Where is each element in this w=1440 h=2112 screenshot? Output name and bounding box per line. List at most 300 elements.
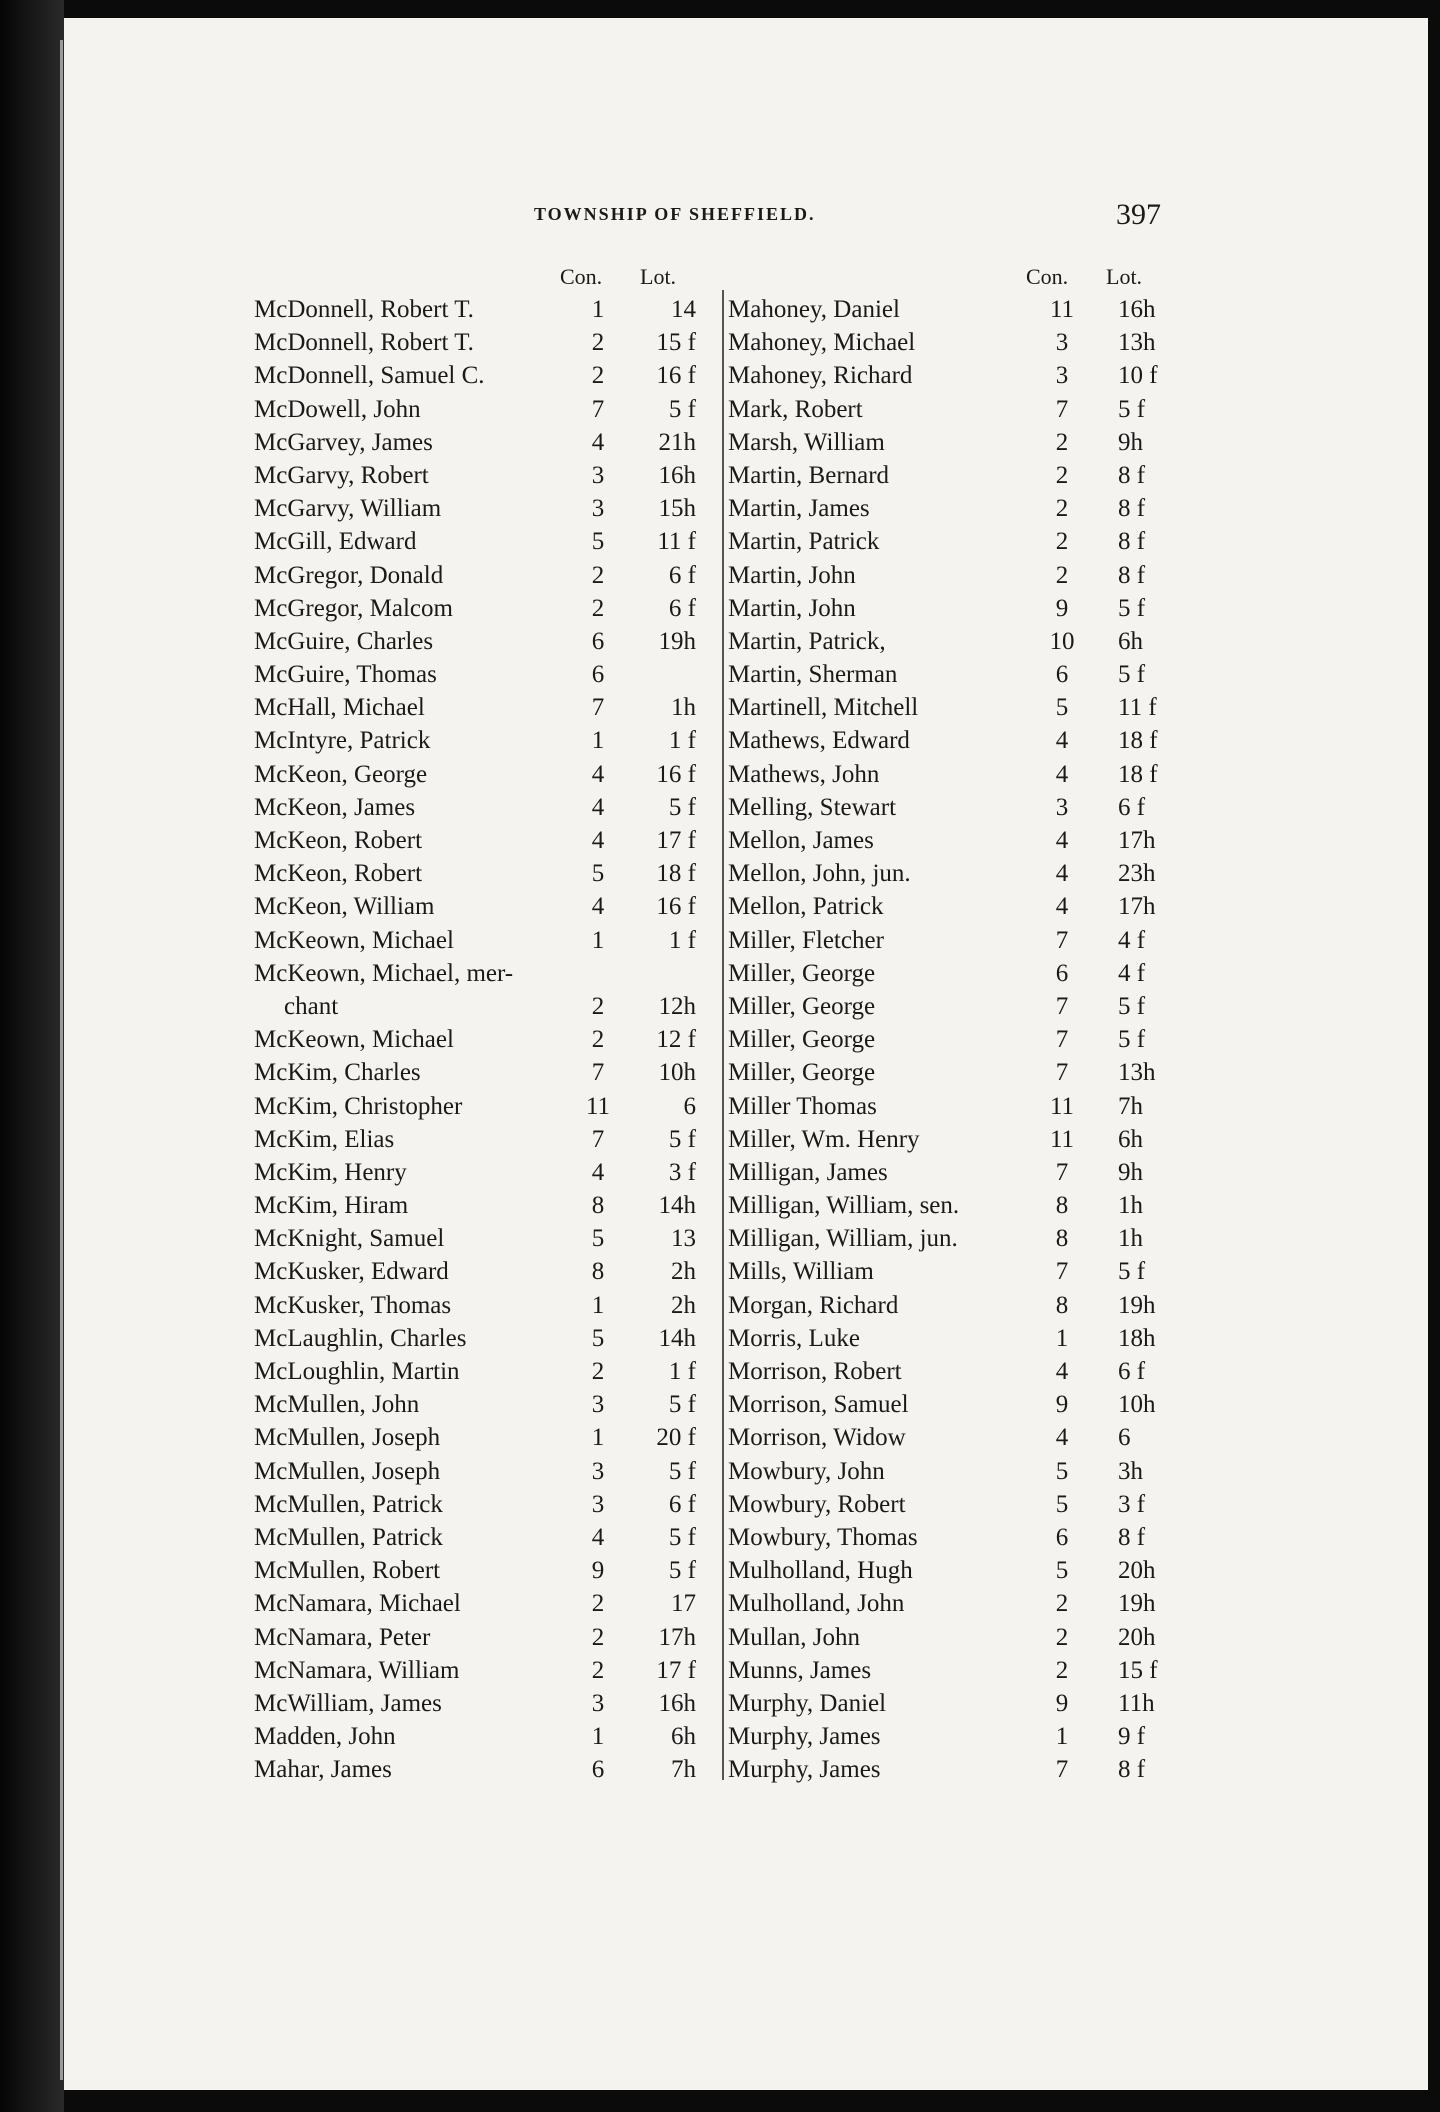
owner-name: chant <box>284 992 339 1020</box>
lot-value: 21h <box>658 428 696 456</box>
list-item <box>0 990 1440 1023</box>
owner-name: McGregor, Donald <box>254 561 444 589</box>
owner-name: Miller Thomas <box>728 1092 877 1120</box>
lot-value: 18 f <box>656 860 696 888</box>
owner-name: Martinell, Mitchell <box>728 694 919 722</box>
concession-value: 5 <box>1055 1490 1069 1518</box>
owner-name: Martin, Patrick, <box>728 627 886 655</box>
lot-value: 14h <box>658 1324 696 1352</box>
concession-value: 9 <box>1055 1391 1069 1419</box>
lot-value: 18 f <box>1118 760 1158 788</box>
lot-value: 8 f <box>1118 1756 1146 1784</box>
lot-value: 6h <box>1118 1125 1143 1153</box>
list-item <box>0 1222 1440 1255</box>
owner-name: Murphy, James <box>728 1756 881 1784</box>
owner-name: Munns, James <box>728 1656 872 1684</box>
lot-value: 6h <box>671 1723 696 1751</box>
page-number: 397 <box>1116 198 1161 231</box>
concession-value: 2 <box>1055 428 1069 456</box>
owner-name: Mahar, James <box>254 1756 392 1784</box>
lot-value: 17h <box>1118 827 1156 854</box>
lot-value: 19h <box>1118 1291 1156 1319</box>
concession-value: 7 <box>591 694 605 722</box>
owner-name: McKim, Hiram <box>254 1192 409 1220</box>
owner-name: McKim, Henry <box>254 1158 407 1186</box>
owner-name: McGarvy, William <box>254 495 442 523</box>
owner-name: Mark, Robert <box>728 395 863 423</box>
concession-value: 11 <box>1049 296 1075 323</box>
concession-value: 2 <box>1055 461 1069 489</box>
lot-header-right: Lot. <box>1106 264 1143 289</box>
owner-name: Mellon, James <box>728 827 874 854</box>
lot-value: 10 f <box>1118 362 1158 390</box>
lot-value: 9h <box>1118 428 1143 456</box>
owner-name: McGarvey, James <box>254 428 433 456</box>
lot-value: 2h <box>671 1258 696 1286</box>
lot-value: 5 f <box>668 1523 696 1551</box>
owner-name: Martin, John <box>728 594 856 622</box>
list-item <box>0 559 1440 592</box>
concession-value: 3 <box>591 1457 605 1485</box>
list-item <box>0 1156 1440 1189</box>
list-item <box>0 1455 1440 1488</box>
lot-value: 12 f <box>656 1026 696 1054</box>
concession-value: 6 <box>591 1756 605 1784</box>
lot-value: 23h <box>1118 860 1156 888</box>
concession-value: 4 <box>591 893 605 921</box>
owner-name: Mahoney, Michael <box>728 329 916 357</box>
concession-value: 8 <box>591 1258 605 1286</box>
concession-value: 2 <box>1055 495 1069 523</box>
list-item <box>0 592 1440 625</box>
concession-value: 4 <box>1055 1424 1069 1452</box>
lot-value: 6 f <box>668 594 696 622</box>
concession-value: 7 <box>591 395 605 423</box>
concession-value: 8 <box>591 1192 605 1220</box>
owner-name: McMullen, Joseph <box>254 1457 441 1485</box>
owner-name: Martin, John <box>728 561 856 589</box>
lot-value: 8 f <box>1118 561 1146 589</box>
lot-value: 1 f <box>668 727 696 755</box>
lot-value: 6 f <box>1118 793 1146 821</box>
concession-value: 2 <box>591 594 605 622</box>
lot-value: 14 <box>671 296 696 323</box>
owner-name: Mellon, John, jun. <box>728 860 911 888</box>
lot-value: 18h <box>1118 1324 1156 1352</box>
lot-value: 11h <box>1118 1689 1155 1717</box>
concession-value: 3 <box>1055 793 1069 821</box>
lot-value: 2h <box>671 1291 696 1319</box>
list-item <box>0 459 1440 492</box>
concession-value: 5 <box>1055 694 1069 722</box>
lot-value: 5 f <box>668 395 696 423</box>
owner-name: Mowbury, Robert <box>728 1490 906 1518</box>
concession-value: 4 <box>591 793 605 821</box>
list-item <box>0 359 1440 392</box>
owner-name: McGill, Edward <box>254 528 417 556</box>
lot-value: 17h <box>658 1623 696 1651</box>
list-item <box>0 1521 1440 1554</box>
lot-value: 9 f <box>1118 1723 1146 1751</box>
concession-value: 2 <box>591 1026 605 1054</box>
list-item <box>0 791 1440 824</box>
owner-name: McKim, Elias <box>254 1125 395 1153</box>
concession-value: 2 <box>591 362 605 390</box>
lot-value: 17 <box>671 1590 696 1618</box>
lot-value: 5 f <box>668 1125 696 1153</box>
concession-value: 1 <box>1055 1324 1069 1352</box>
concession-value: 4 <box>1055 893 1069 921</box>
lot-value: 8 f <box>1118 495 1146 523</box>
lot-value: 7h <box>1118 1092 1143 1120</box>
lot-value: 5 f <box>1118 594 1146 622</box>
concession-value: 2 <box>1055 1590 1069 1618</box>
list-item <box>0 1322 1440 1355</box>
concession-value: 4 <box>1055 860 1069 888</box>
owner-name: Miller, Fletcher <box>728 926 884 954</box>
lot-value: 17h <box>1118 893 1156 921</box>
concession-value: 7 <box>1055 1756 1069 1784</box>
concession-value: 2 <box>591 1656 605 1684</box>
lot-value: 9h <box>1118 1158 1143 1186</box>
concession-value: 4 <box>591 760 605 788</box>
owner-name: Miller, George <box>728 959 876 987</box>
concession-value: 7 <box>1055 1026 1069 1054</box>
concession-value: 9 <box>591 1557 605 1585</box>
concession-value: 11 <box>1049 1092 1075 1120</box>
owner-name: McKeon, James <box>254 793 416 821</box>
lot-value: 20h <box>1118 1623 1156 1651</box>
lot-value: 19h <box>1118 1590 1156 1618</box>
concession-value: 3 <box>591 461 605 489</box>
list-item <box>0 492 1440 525</box>
concession-value: 3 <box>591 1490 605 1518</box>
owner-name: McNamara, Peter <box>254 1623 431 1651</box>
lot-value: 1h <box>1118 1192 1143 1220</box>
owner-name: McGregor, Malcom <box>254 594 453 622</box>
concession-value: 2 <box>1055 561 1069 589</box>
list-item <box>0 1355 1440 1388</box>
lot-value: 3 f <box>1118 1490 1146 1518</box>
lot-value: 8 f <box>1118 1523 1146 1551</box>
concession-value: 4 <box>1055 760 1069 788</box>
list-item <box>0 625 1440 658</box>
owner-name: Marsh, William <box>728 428 885 456</box>
lot-value: 16 f <box>656 760 696 788</box>
concession-value: 2 <box>591 1623 605 1651</box>
concession-value: 3 <box>591 1391 605 1419</box>
owner-name: Martin, Patrick <box>728 528 880 556</box>
column-headers <box>0 264 1440 294</box>
owner-name: McLaughlin, Charles <box>254 1324 467 1352</box>
owner-name: Madden, John <box>254 1723 396 1751</box>
owner-name: McNamara, Michael <box>254 1590 461 1618</box>
owner-name: McKeon, Robert <box>254 827 423 854</box>
lot-value: 8 f <box>1118 528 1146 556</box>
owner-name: Mathews, Edward <box>728 727 910 755</box>
concession-value: 1 <box>591 1424 605 1452</box>
concession-value: 5 <box>591 1225 605 1253</box>
lot-value: 5 f <box>1118 1026 1146 1054</box>
concession-value: 9 <box>1055 1689 1069 1717</box>
lot-value: 3 f <box>668 1158 696 1186</box>
lot-value: 7h <box>671 1756 696 1784</box>
owner-name: McKeown, Michael <box>254 926 454 954</box>
owner-name: Miller, George <box>728 992 876 1020</box>
concession-value: 1 <box>591 727 605 755</box>
lot-value: 1 f <box>668 926 696 954</box>
owner-name: McKeon, Robert <box>254 860 423 888</box>
owner-name: Morgan, Richard <box>728 1291 899 1319</box>
concession-value: 5 <box>1055 1457 1069 1485</box>
owner-name: McDonnell, Samuel C. <box>254 362 485 390</box>
owner-name: McKeown, Michael <box>254 1026 454 1054</box>
concession-value: 1 <box>591 926 605 954</box>
concession-value: 2 <box>591 1590 605 1618</box>
lot-value: 5 f <box>1118 992 1146 1020</box>
concession-value: 1 <box>591 1291 605 1319</box>
page-header <box>0 198 1440 238</box>
lot-value: 15 f <box>656 329 696 357</box>
list-item <box>0 758 1440 791</box>
owner-name: McGuire, Thomas <box>254 661 437 689</box>
list-item <box>0 1687 1440 1720</box>
lot-value: 20h <box>1118 1557 1156 1585</box>
lot-value: 16h <box>1118 296 1156 323</box>
concession-value: 5 <box>591 1324 605 1352</box>
lot-value: 5 f <box>668 1557 696 1585</box>
owner-name: McNamara, William <box>254 1656 460 1684</box>
concession-value: 6 <box>591 627 605 655</box>
concession-value: 8 <box>1055 1225 1069 1253</box>
owner-name: McDowell, John <box>254 395 421 423</box>
lot-value: 15h <box>658 495 696 523</box>
lot-value: 10h <box>1118 1391 1156 1419</box>
concession-value: 7 <box>1055 926 1069 954</box>
con-header-left: Con. <box>560 264 603 289</box>
owner-name: Mahoney, Richard <box>728 362 913 390</box>
lot-value: 16 f <box>656 362 696 390</box>
list-item <box>0 1189 1440 1222</box>
list-item <box>0 1023 1440 1056</box>
list-item <box>0 1090 1440 1123</box>
concession-value: 7 <box>591 1059 605 1087</box>
owner-name: Mowbury, Thomas <box>728 1523 918 1551</box>
concession-value: 4 <box>591 428 605 456</box>
list-item <box>0 1621 1440 1654</box>
lot-value: 12h <box>658 992 696 1020</box>
concession-value: 8 <box>1055 1192 1069 1220</box>
lot-value: 3h <box>1118 1457 1143 1485</box>
lot-value: 6 f <box>668 1490 696 1518</box>
lot-value: 5 f <box>668 1391 696 1419</box>
concession-value: 6 <box>591 661 605 689</box>
owner-name: McWilliam, James <box>254 1689 442 1717</box>
concession-value: 1 <box>591 296 605 323</box>
concession-value: 7 <box>1055 395 1069 423</box>
owner-name: McDonnell, Robert T. <box>254 296 474 323</box>
lot-value: 10h <box>658 1059 696 1087</box>
concession-value: 5 <box>591 860 605 888</box>
lot-value: 6h <box>1118 627 1143 655</box>
owner-name: McMullen, Patrick <box>254 1490 443 1518</box>
owner-name: Mulholland, John <box>728 1590 905 1618</box>
owner-name: Melling, Stewart <box>728 793 897 821</box>
list-item <box>0 393 1440 426</box>
concession-value: 3 <box>1055 329 1069 357</box>
concession-value: 10 <box>1049 627 1075 655</box>
list-item <box>0 525 1440 558</box>
list-item <box>0 1056 1440 1089</box>
owner-name: McKusker, Edward <box>254 1258 449 1286</box>
owner-name: McKnight, Samuel <box>254 1225 445 1253</box>
concession-value: 1 <box>591 1723 605 1751</box>
list-item <box>0 1123 1440 1156</box>
concession-value: 5 <box>1055 1557 1069 1585</box>
concession-value: 5 <box>591 528 605 556</box>
lot-value: 6 f <box>668 561 696 589</box>
lot-value: 17 f <box>656 827 696 854</box>
owner-name: Milligan, William, sen. <box>728 1192 960 1220</box>
running-title: TOWNSHIP OF SHEFFIELD. <box>534 204 816 224</box>
list-item <box>0 1421 1440 1454</box>
list-item <box>0 1388 1440 1421</box>
lot-value: 16 f <box>656 893 696 921</box>
owner-name: McKim, Christopher <box>254 1092 463 1120</box>
lot-value: 5 f <box>1118 661 1146 689</box>
concession-value: 4 <box>591 827 605 854</box>
list-item <box>0 1554 1440 1587</box>
owner-name: Murphy, Daniel <box>728 1689 887 1717</box>
list-item <box>0 691 1440 724</box>
concession-value: 2 <box>591 1358 605 1385</box>
owner-name: McKeown, Michael, mer- <box>254 959 514 987</box>
concession-value: 2 <box>1055 1623 1069 1651</box>
lot-value: 16h <box>658 1689 696 1717</box>
owner-name: Miller, George <box>728 1059 876 1087</box>
owner-name: McIntyre, Patrick <box>254 727 431 755</box>
concession-value: 11 <box>1049 1125 1075 1153</box>
owner-name: Mulholland, Hugh <box>728 1557 913 1585</box>
lot-value: 13 <box>671 1225 696 1253</box>
owner-name: Mahoney, Daniel <box>728 296 900 323</box>
owner-name: McMullen, Joseph <box>254 1424 441 1452</box>
owner-name: Mathews, John <box>728 760 880 788</box>
owner-name: McLoughlin, Martin <box>254 1358 460 1385</box>
list-item <box>0 426 1440 459</box>
concession-value: 4 <box>1055 1358 1069 1385</box>
lot-value: 1h <box>1118 1225 1143 1253</box>
concession-value: 7 <box>1055 992 1069 1020</box>
lot-value: 18 f <box>1118 727 1158 755</box>
owner-name: Milligan, William, jun. <box>728 1225 958 1253</box>
list-item <box>0 293 1440 326</box>
owner-name: McDonnell, Robert T. <box>254 329 474 357</box>
list-item <box>0 890 1440 923</box>
list-item <box>0 824 1440 857</box>
lot-value: 4 f <box>1118 959 1146 987</box>
concession-value: 2 <box>1055 528 1069 556</box>
concession-value: 3 <box>591 495 605 523</box>
lot-header-left: Lot. <box>640 264 677 289</box>
owner-name: Mills, William <box>728 1258 874 1286</box>
owner-name: Mullan, John <box>728 1623 860 1651</box>
owner-name: Murphy, James <box>728 1723 881 1751</box>
owner-name: Morris, Luke <box>728 1324 860 1352</box>
owner-name: Morrison, Samuel <box>728 1391 909 1419</box>
lot-value: 1h <box>671 694 696 722</box>
owner-name: Mowbury, John <box>728 1457 885 1485</box>
concession-value: 4 <box>591 1158 605 1186</box>
owner-name: Mellon, Patrick <box>728 893 884 921</box>
list-item <box>0 1488 1440 1521</box>
concession-value: 3 <box>591 1689 605 1717</box>
con-header-right: Con. <box>1026 264 1069 289</box>
owner-name: McGarvy, Robert <box>254 461 429 489</box>
list-item <box>0 857 1440 890</box>
lot-value: 11 f <box>1118 694 1157 722</box>
lot-value: 15 f <box>1118 1656 1158 1684</box>
owner-name: McMullen, John <box>254 1391 420 1419</box>
list-item <box>0 1753 1440 1786</box>
concession-value: 3 <box>1055 362 1069 390</box>
owner-name: McKeon, George <box>254 760 428 788</box>
lot-value: 5 f <box>668 1457 696 1485</box>
concession-value: 6 <box>1055 1523 1069 1551</box>
lot-value: 13h <box>1118 1059 1156 1087</box>
list-item <box>0 957 1440 990</box>
owner-name: Miller, George <box>728 1026 876 1054</box>
concession-value: 2 <box>591 561 605 589</box>
concession-value: 11 <box>585 1092 611 1120</box>
lot-value: 8 f <box>1118 461 1146 489</box>
concession-value: 8 <box>1055 1291 1069 1319</box>
concession-value: 1 <box>1055 1723 1069 1751</box>
concession-value: 4 <box>1055 827 1069 854</box>
concession-value: 4 <box>591 1523 605 1551</box>
owner-name: McKim, Charles <box>254 1059 421 1087</box>
list-item <box>0 658 1440 691</box>
owner-name: McHall, Michael <box>254 694 425 722</box>
owner-name: Morrison, Robert <box>728 1358 902 1385</box>
lot-value: 20 f <box>656 1424 696 1452</box>
lot-value: 6 <box>1118 1424 1131 1452</box>
lot-value: 11 f <box>657 528 696 556</box>
list-item <box>0 1255 1440 1288</box>
lot-value: 16h <box>658 461 696 489</box>
lot-value: 6 f <box>1118 1358 1146 1385</box>
lot-value: 4 f <box>1118 926 1146 954</box>
owner-name: Martin, Sherman <box>728 661 898 689</box>
list-item <box>0 326 1440 359</box>
owner-name: McMullen, Patrick <box>254 1523 443 1551</box>
lot-value: 14h <box>658 1192 696 1220</box>
concession-value: 7 <box>1055 1059 1069 1087</box>
lot-value: 19h <box>658 627 696 655</box>
owner-name: McGuire, Charles <box>254 627 434 655</box>
owner-name: Martin, James <box>728 495 870 523</box>
owner-name: Martin, Bernard <box>728 461 890 489</box>
right-column-list <box>0 293 1440 1786</box>
concession-value: 2 <box>591 329 605 357</box>
owner-name: McMullen, Robert <box>254 1557 441 1585</box>
list-item <box>0 724 1440 757</box>
list-item <box>0 1587 1440 1620</box>
owner-name: Milligan, James <box>728 1158 888 1186</box>
concession-value: 7 <box>591 1125 605 1153</box>
concession-value: 2 <box>1055 1656 1069 1684</box>
list-item <box>0 1654 1440 1687</box>
